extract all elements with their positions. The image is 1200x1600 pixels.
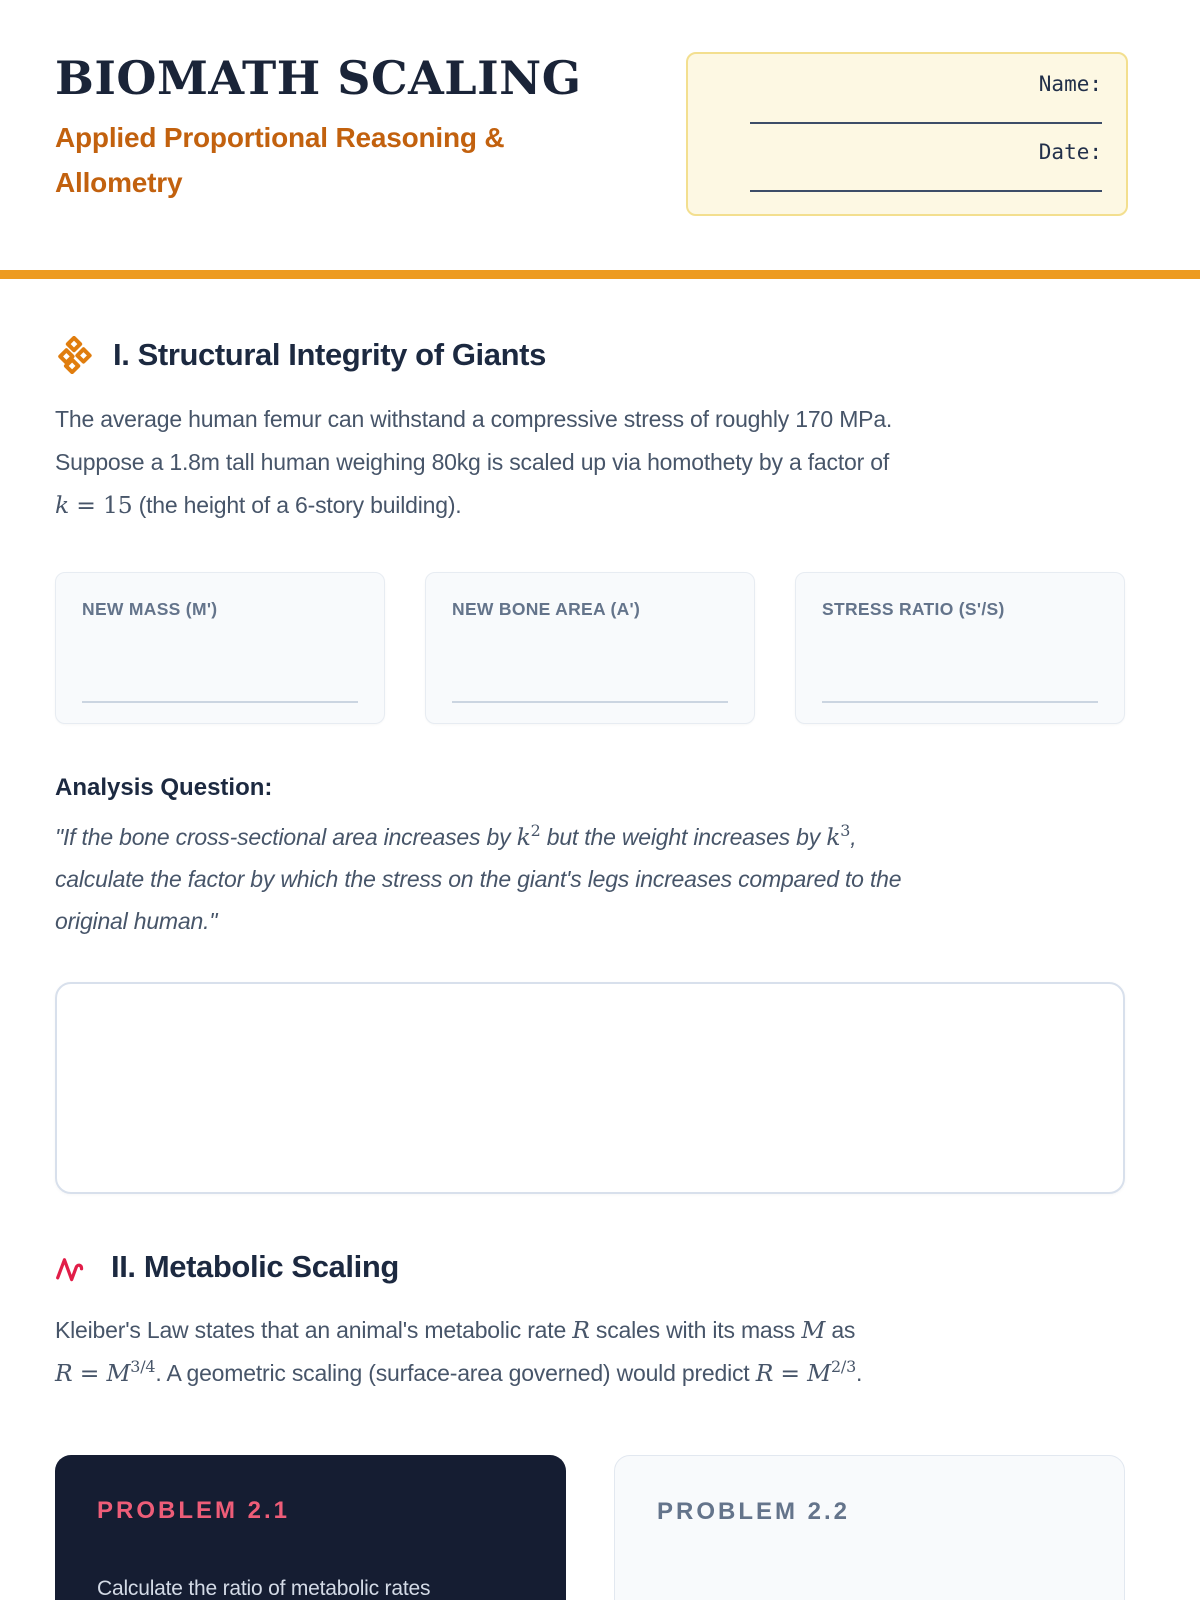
name-date-box xyxy=(686,52,1128,216)
stress-ratio-label: STRESS RATIO (S'/S) xyxy=(822,599,1005,619)
section2-title: II. Metabolic Scaling xyxy=(111,1249,399,1284)
main-content xyxy=(55,336,1125,1600)
problem-2-2-label: PROBLEM 2.2 xyxy=(657,1498,851,1525)
problem-2-1-card xyxy=(55,1455,566,1600)
analysis-answer-box[interactable] xyxy=(55,982,1125,1194)
problem-2-1-label: PROBLEM 2.1 xyxy=(97,1497,291,1524)
new-bone-area-card xyxy=(425,572,755,724)
date-label: Date: xyxy=(1038,140,1102,164)
math-k-equals-15: k = 15 xyxy=(55,491,133,519)
name-label: Name: xyxy=(1038,72,1102,96)
math-R: R xyxy=(572,1316,590,1344)
pulse-icon xyxy=(55,1249,91,1285)
new-mass-card xyxy=(55,572,385,724)
page-header xyxy=(0,0,1200,216)
section1-intro-paragraph xyxy=(55,398,1125,527)
new-mass-label: NEW MASS (M') xyxy=(82,599,218,619)
intro-line1: The average human femur can withstand a compressive stress of roughly 170 MPa. xyxy=(55,406,893,432)
section1-title: I. Structural Integrity of Giants xyxy=(113,337,546,372)
name-input-line[interactable] xyxy=(750,122,1102,124)
stress-ratio-answer-line[interactable] xyxy=(822,701,1098,703)
page-subtitle: Applied Proportional Reasoning & Allometry xyxy=(55,121,505,198)
math-k-squared: $k^2$ xyxy=(516,821,541,851)
diamond-cluster-icon xyxy=(55,336,93,374)
intro-line2: Suppose a 1.8m tall human weighing 80kg is scaled up via homothety by a factor of xyxy=(55,449,890,475)
quote-line3: original human." xyxy=(55,908,218,934)
new-bone-area-label: NEW BONE AREA (A') xyxy=(452,599,641,619)
date-input-line[interactable] xyxy=(750,190,1102,192)
accent-divider-bar xyxy=(0,270,1200,279)
section2-intro-paragraph: Kleiber's Law states that an animal's metabolic rate R scales with its mass M as $R = M^{3/4}$. A geometric scaling (surface-area governed) would predict $R = M^{2/3}$. xyxy=(55,1316,863,1387)
page-title: BIOMATH SCALING xyxy=(55,51,582,105)
math-M: M xyxy=(801,1316,826,1344)
stress-ratio-card xyxy=(795,572,1125,724)
analysis-question-label: Analysis Question: xyxy=(55,774,273,801)
math-R-equals-M-3-4: $R = M^{3/4}$ xyxy=(55,1357,156,1387)
title-block xyxy=(55,52,655,205)
analysis-question-quote: "If the bone cross-sectional area increases by $k^2$ but the weight increases by $k^3$, calculate the factor by which the stress on the giant's legs increases compared to the original human." xyxy=(55,821,902,934)
math-k-cubed: $k^3$ xyxy=(826,821,851,851)
problem-2-2-card xyxy=(614,1455,1125,1600)
new-mass-answer-line[interactable] xyxy=(82,701,358,703)
metric-cards-row xyxy=(55,572,1125,724)
problem-2-1-body: Calculate the ratio of metabolic rates xyxy=(97,1577,431,1600)
section1-heading-row xyxy=(55,336,1125,374)
problems-row xyxy=(55,1455,1125,1600)
intro-line3-rest: (the height of a 6-story building). xyxy=(132,492,462,518)
math-R-equals-M-2-3: $R = M^{2/3}$ xyxy=(755,1357,857,1387)
new-bone-area-answer-line[interactable] xyxy=(452,701,728,703)
section2-heading-row xyxy=(55,1249,1125,1285)
quote-line2: calculate the factor by which the stress on the giant's legs increases compared to the xyxy=(55,866,902,892)
